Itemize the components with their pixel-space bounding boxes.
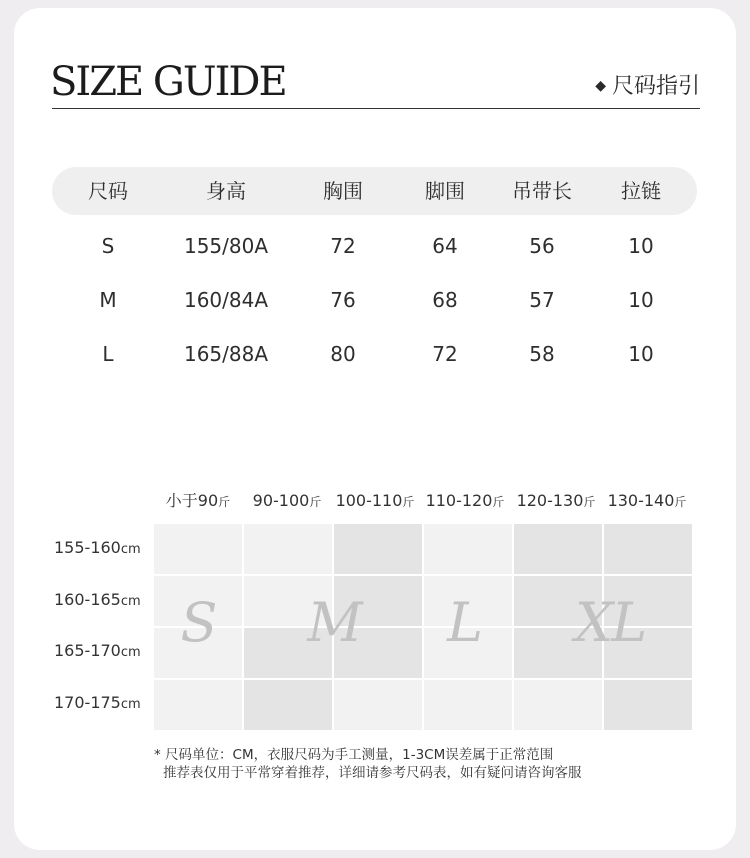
bust-cell: 72 (330, 234, 356, 258)
matrix-cell (514, 680, 602, 730)
col-header-bust: 胸围 (323, 179, 363, 203)
weight-unit: 斤 (309, 495, 322, 509)
matrix-cell (154, 524, 242, 574)
zipper-cell: 10 (628, 342, 654, 366)
weight-range: 小于90 (165, 491, 219, 510)
weight-range: 120-130 (516, 491, 584, 510)
matrix-cell (334, 680, 422, 730)
col-header-zipper: 拉链 (621, 179, 661, 203)
size-table-header (52, 167, 697, 215)
bust-cell: 80 (330, 342, 356, 366)
weight-label (153, 493, 243, 509)
height-unit: cm (120, 645, 141, 660)
weight-unit: 斤 (583, 495, 596, 509)
height-label (54, 695, 144, 711)
col-header-strap: 吊带长 (512, 179, 572, 203)
header-divider (52, 108, 700, 109)
hem-cell: 72 (432, 342, 458, 366)
weight-label (602, 493, 692, 509)
height-range: 170-175 (54, 693, 121, 712)
zipper-cell: 10 (628, 288, 654, 312)
size-cell: L (102, 342, 114, 366)
matrix-cell (424, 524, 512, 574)
table-row (52, 290, 697, 320)
col-header-hem: 脚围 (425, 179, 465, 203)
bust-cell: 76 (330, 288, 356, 312)
page-subtitle (595, 76, 700, 98)
subtitle-text: 尺码指引 (611, 74, 700, 99)
matrix-cell (244, 524, 332, 574)
size-region-label-l: L (447, 591, 481, 654)
diamond-bullet-icon: ◆ (595, 78, 606, 94)
matrix-cell (334, 524, 422, 574)
height-unit: cm (120, 542, 141, 557)
weight-unit: 斤 (218, 495, 231, 509)
height-unit: cm (120, 594, 141, 609)
hem-cell: 68 (432, 288, 458, 312)
height-label (54, 540, 144, 556)
size-region-label-xl: XL (574, 591, 646, 654)
matrix-cell (154, 680, 242, 730)
height-cell: 165/88A (183, 342, 269, 366)
col-header-height: 身高 (206, 179, 246, 203)
col-header-size: 尺码 (88, 179, 128, 203)
height-range: 160-165 (54, 590, 121, 609)
hem-cell: 64 (432, 234, 458, 258)
height-range: 165-170 (54, 641, 121, 660)
footnote-line-1: * 尺码单位：CM，衣服尺码为手工测量，1-3CM误差属于正常范围 (154, 747, 554, 763)
weight-unit: 斤 (674, 495, 687, 509)
height-unit: cm (120, 697, 141, 712)
table-row (52, 236, 697, 266)
weight-label (242, 493, 332, 509)
strap-cell: 56 (529, 234, 555, 258)
height-label (54, 592, 144, 608)
height-range: 155-160 (54, 538, 121, 557)
weight-unit: 斤 (492, 495, 505, 509)
size-region-label-m: M (307, 591, 361, 654)
size-cell: M (99, 288, 117, 312)
height-cell: 155/80A (183, 234, 269, 258)
footnote-line-2: 推荐表仅用于平常穿着推荐，详细请参考尺码表，如有疑问请咨询客服 (163, 765, 582, 781)
weight-unit: 斤 (402, 495, 415, 509)
weight-range: 100-110 (335, 491, 403, 510)
height-label (54, 643, 144, 659)
strap-cell: 57 (529, 288, 555, 312)
matrix-cell (604, 680, 692, 730)
weight-range: 90-100 (252, 491, 310, 510)
weight-label (330, 493, 420, 509)
matrix-cell (604, 524, 692, 574)
size-cell: S (101, 234, 115, 258)
matrix-cell (424, 680, 512, 730)
weight-range: 110-120 (425, 491, 493, 510)
page-title: SIZE GUIDE (50, 59, 286, 105)
height-cell: 160/84A (183, 288, 269, 312)
weight-label (420, 493, 510, 509)
matrix-cell (514, 524, 602, 574)
weight-range: 130-140 (607, 491, 675, 510)
size-region-label-s: S (180, 591, 216, 654)
table-row (52, 344, 697, 374)
weight-label (511, 493, 601, 509)
zipper-cell: 10 (628, 234, 654, 258)
matrix-cell (244, 680, 332, 730)
strap-cell: 58 (529, 342, 555, 366)
